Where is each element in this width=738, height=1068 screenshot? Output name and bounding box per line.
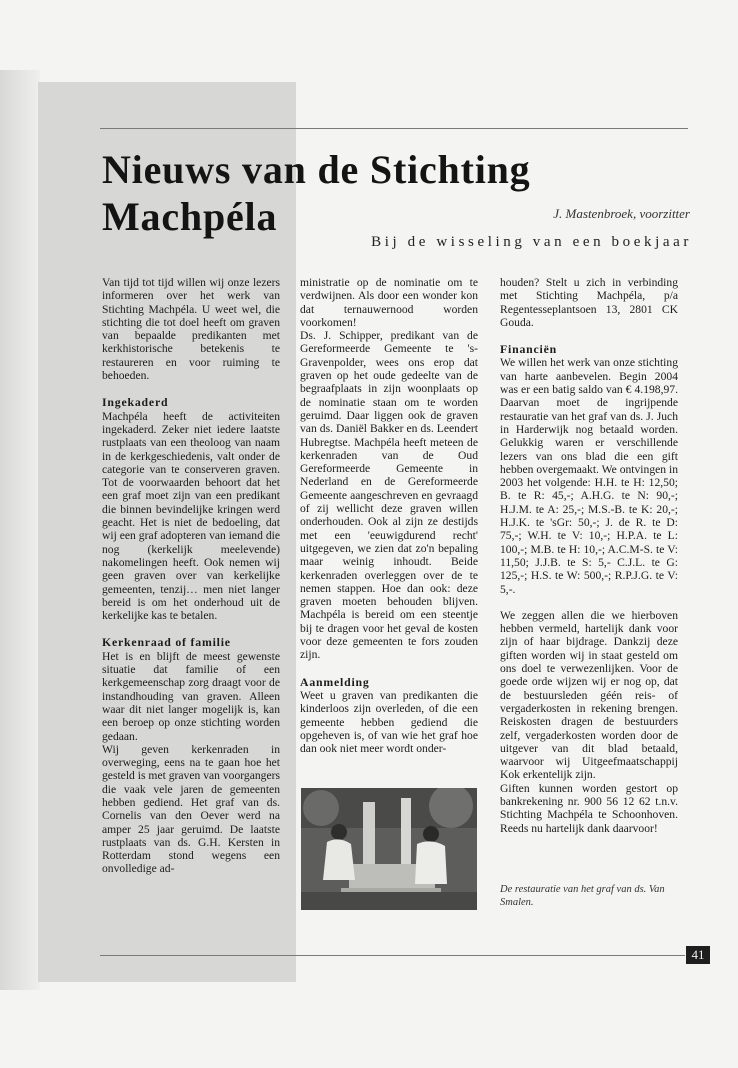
paragraph: Het is en blijft de meest gewenste situatie dat familie of een kerkgemeenschap zorg draagt voor de instandhouding van graven. Alleen waar dit niet langer mogelijk is, kan een beroep op onze stichting worden gedaan. bbox=[102, 649, 280, 743]
paragraph: Ds. J. Schipper, predikant van de Gereformeerde Gemeente te 's-Gravenpolder, wees ons erop dat graven op het oude gedeelte van de begraafplaats in zijn woonplaats op de nominatie staan om te worden geruimd. Daar liggen ook de graven van ds. Daniël Bakker en ds. Leendert Hubregtse. Machpéla heeft meteen de kerkenraden van de Oud Gereformeerde Gemeente in Nederland en de Gereformeerde Gemeente aangeschreven en gevraagd of zij wellicht deze graven willen onderhouden. Ook al zijn ze destijds met een 'eeuwigdurend recht' uitgegeven, we zien dat zo'n bepaling maar weinig inhoudt. Beide kerkenraden overleggen over de te nemen stappen. Hoe dan ook: deze graven moeten behouden blijven. Machpéla is bereid om een steentje bij te dragen voor het geval de kosten voor deze gemeenten te fors zouden zijn. bbox=[300, 329, 478, 662]
article-title: Nieuws van de Stichting Machpéla bbox=[102, 147, 531, 239]
text-column-3 bbox=[500, 276, 678, 835]
text-column-2 bbox=[300, 276, 478, 755]
page-number: 41 bbox=[686, 946, 710, 964]
photo-caption: De restauratie van het graf van ds. Van Smalen. bbox=[500, 884, 665, 908]
article-subtitle: Bij de wisseling van een boekjaar bbox=[371, 234, 692, 250]
heading-financien: Financiën bbox=[500, 342, 558, 357]
top-rule bbox=[100, 128, 688, 129]
paragraph: Weet u graven van predikanten die kinderloos zijn overleden, of die een gemeente hebben gediend die opgeheven is, of van wie het graf hoe dan ook niet meer wordt onder- bbox=[300, 688, 478, 756]
paragraph: Giften kunnen worden gestort op bankrekening nr. 900 56 12 62 t.n.v. Stichting Machpéla te Schoonhoven. Reeds nu hartelijk dank daarvoor! bbox=[500, 781, 678, 835]
heading-aanmelding: Aanmelding bbox=[300, 674, 370, 689]
text-column-1 bbox=[102, 276, 280, 876]
intro-paragraph: Van tijd tot tijd willen wij onze lezers informeren over het werk van Stichting Machpéla. U weet wel, die stichting die tot doel heeft om graven van bepaalde predikanten met kerkhistorische betekenis te restaureren en voor ruiming te behoeden. bbox=[102, 276, 280, 383]
article-author: J. Mastenbroek, voorzitter bbox=[553, 206, 690, 221]
bottom-rule bbox=[100, 955, 685, 956]
paragraph: houden? Stelt u zich in verbinding met Stichting Machpéla, p/a Regentesseplantsoen 13, 2801 CK Gouda. bbox=[500, 276, 678, 329]
heading-kerkenraad: Kerkenraad of familie bbox=[102, 635, 231, 650]
grave-restoration-photo bbox=[301, 788, 477, 910]
paragraph: We willen het werk van onze stichting van harte aanbevelen. Begin 2004 was er een batig saldo van € 4.198,97. Daarvan moet de ingrijpende restauratie van het graf van ds. J. Juch in Harderwijk nog betaald worden. Gelukkig waren er verschillende lezers van ons blad die een gift hebben overgemaakt. We ontvingen in 2003 het volgende: H.H. te H: 12,50; B. te R: 45,-; A.H.G. te N: 90,-; H.J.M. te A: 25,-; M.S.-B. te K: 20,-; H.J.K. te 'sGr: 50,-; J. de R. te D: 75,-; W.H. te V: 10,-; H.P.A. te L: 100,-; M.B. te H: 10,-; A.C.M-S. te V: 11,50; J.J.B. te S: 5,- C.J.L. te G: 125,-; H.S. te W: 500,-; R.P.J.G. te V: 5,-. bbox=[500, 356, 678, 596]
photo-illustration bbox=[301, 788, 477, 910]
page-gutter-shadow bbox=[0, 70, 40, 990]
heading-ingekaderd: Ingekaderd bbox=[102, 395, 169, 410]
paragraph: ministratie op de nominatie om te verdwijnen. Als door een wonder kon dat ternauwernood worden voorkomen! bbox=[300, 276, 478, 329]
paragraph: Wij geven kerkenraden in overweging, eens na te gaan hoe het gesteld is met graven van voorgangers die vaak vele jaren de gemeenten hebben gediend. Het graf van ds. Cornelis van den Oever werd na amper 25 jaar geruimd. De laatste rustplaats van ds. G.H. Kersten in Rotterdam stond wegens een onvolledige ad- bbox=[102, 742, 280, 876]
paragraph: We zeggen allen die we hierboven hebben vermeld, hartelijk dank voor zijn of haar bijdrage. Dankzij deze giften worden wij in staat gesteld om ons doel te verwezenlijken. Voor de goede orde wijzen wij er nog op, dat de bestuursleden géén reis- of vergaderkosten in rekening brengen. Reiskosten dragen de bestuurders zelf, vergaderkosten worden door de uitgever van dit blad betaald, waarvoor wij Uitgeefmaatschappij Kok erkentelijk zijn. bbox=[500, 608, 678, 782]
paragraph: Machpéla heeft de activiteiten ingekaderd. Zeker niet iedere laatste rustplaats van een theoloog van naam in de kerkgeschiedenis, valt onder de categorie van te conserveren graven. Tot de voorwaarden behoort dat het een graf moet zijn van een predikant die binnen bevindelijke kringen werd geacht. Het is niet de bedoeling, dat wij een graf adopteren van iemand die nog (kerkelijk meelevende) nakomelingen heeft. Ook nemen wij geen graven over van kerkelijke gemeenten, tenzij… men niet langer bereid is om het onderhoud uit de kerkelijke kas te betalen. bbox=[102, 409, 280, 623]
